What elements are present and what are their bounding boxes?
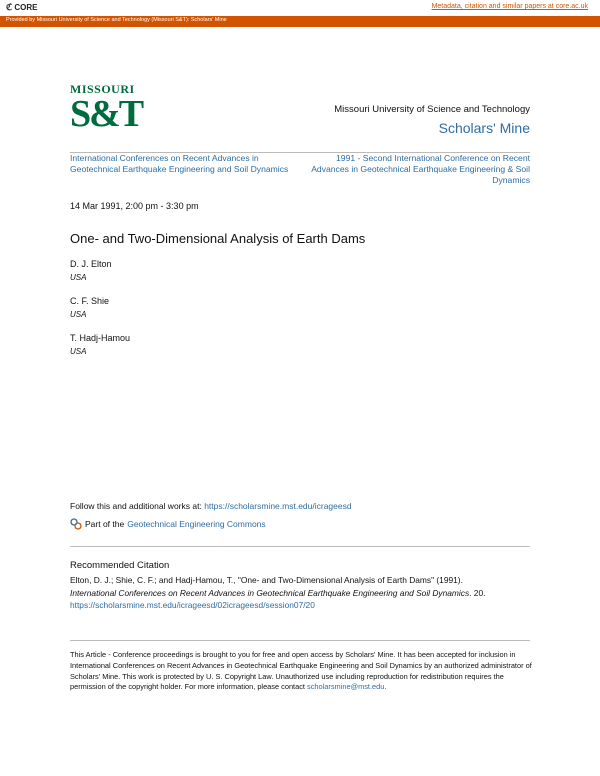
session-date: 14 Mar 1991, 2:00 pm - 3:30 pm [70, 201, 199, 211]
missouri-st-logo[interactable] [70, 82, 143, 137]
divider [70, 546, 530, 547]
contact-email-link[interactable]: scholarsmine@mst.edu [307, 682, 385, 692]
core-bar [0, 0, 600, 16]
provided-by-bar [0, 16, 600, 27]
author-affiliation: USA [70, 347, 87, 356]
author-affiliation: USA [70, 273, 87, 282]
core-logo-text: CORE [14, 3, 38, 12]
notice-text: This Article - Conference proceedings is brought to you for free and open access by Scholars' Mine. It has been accepted for inclusion in International Conferences on Recent Advances in Geotechnical Earthquake Engineering and Soil Dynamics by an authorized administrator of Scholars' Mine. This work is protected by U. S. Copyright Law. Unauthorized use including reproduction for redistribution requires the permission of the copyright holder. For more information, please contact [70, 650, 532, 692]
author-name: T. Hadj-Hamou [70, 333, 131, 343]
copyright-notice [70, 650, 540, 693]
citation-text [70, 574, 540, 612]
collection-link-right[interactable]: 1991 - Second International Conference on Recent Advances in Geotechnical Earthquake Engineering & Soil Dynamics [311, 153, 530, 185]
citation-suffix: . 20. [469, 587, 486, 598]
part-of-line [70, 518, 266, 530]
collection-link-left[interactable]: International Conferences on Recent Advances in Geotechnical Earthquake Engineering and Soil Dynamics [70, 153, 289, 174]
network-icon [70, 518, 82, 530]
citation-url-link[interactable]: https://scholarsmine.mst.edu/icrageesd/02icrageesd/session07/20 [70, 600, 315, 610]
citation-journal: International Conferences on Recent Advances in Geotechnical Earthquake Engineering and Soil Dynamics [70, 587, 470, 598]
paper-title: One- and Two-Dimensional Analysis of Earth Dams [70, 231, 366, 246]
follow-line [70, 501, 352, 511]
follow-prefix: Follow this and additional works at: [70, 501, 205, 511]
recommended-citation-heading: Recommended Citation [70, 560, 170, 571]
divider [70, 640, 530, 641]
core-metadata-link[interactable]: Metadata, citation and similar papers at core.ac.uk [431, 3, 588, 10]
author-affiliation: USA [70, 310, 87, 319]
follow-url-link[interactable]: https://scholarsmine.mst.edu/icrageesd [204, 501, 352, 511]
provided-by-text: Provided by Missouri University of Science and Technology (Missouri S&T): Scholars' Mine [6, 17, 227, 23]
logo-missouri-text: MISSOURI [70, 82, 135, 96]
notice-end: . [384, 682, 387, 692]
author-name: C. F. Shie [70, 296, 110, 306]
citation-authors: Elton, D. J.; Shie, C. F.; and Hadj-Hamou, T., "One- and Two-Dimensional Analysis of Earth Dams" (1991). [70, 575, 463, 585]
university-name: Missouri University of Science and Technology [334, 104, 530, 115]
logo-st-text: S&T [70, 93, 143, 135]
part-of-prefix: Part of the [85, 519, 125, 529]
commons-link[interactable]: Geotechnical Engineering Commons [127, 519, 266, 529]
core-logo[interactable] [6, 2, 37, 13]
scholars-mine-link[interactable]: Scholars' Mine [438, 120, 530, 136]
author-name: D. J. Elton [70, 259, 112, 269]
core-logo-icon: ℭ [6, 2, 13, 12]
